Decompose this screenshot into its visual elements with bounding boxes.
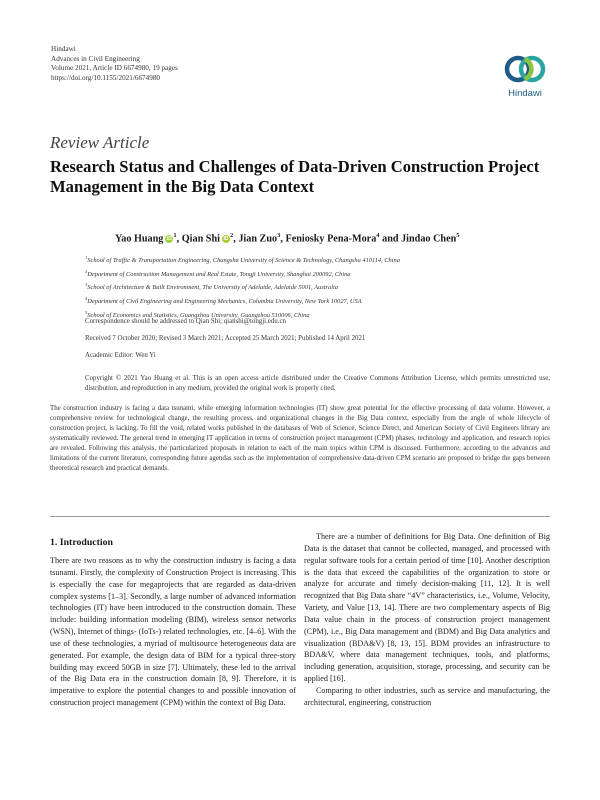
author-name: Jindao Chen bbox=[401, 233, 457, 245]
hindawi-logo bbox=[500, 50, 550, 106]
author-list bbox=[115, 232, 460, 244]
abstract: The construction industry is facing a data tsunami, while emerging information technologies (IT) show great potential for the effective processing of data volume. However, a comprehensive review for technological change, the resulting process, and organizational changes in the Big Data context, especially from the angle of whole lifecycle of construction project, is lacking. To fill the void, related works published in the databases of Web of Science, Science Direct, and American Society of Civil Engineers library are systematically reviewed. The general trend in emerging IT application in terms of construction project management (CPM) phases, technology and application, and research topics are revealed. Following this analysis, the particularized proposals in relation to each of the main topics within CPM is discussed. Furthermore, according to the advances and limitations of the current literature, corresponding future agendas such as the implementation of comprehensive data-driven CPM scenario are proposed to bridge the gaps between theoretical research and practical demands. bbox=[50, 405, 550, 472]
affiliation-list bbox=[85, 253, 400, 321]
author-name: Qian Shi bbox=[181, 233, 220, 245]
page-title: Research Status and Challenges of Data-Driven Construction Project Management in the Big Data Context bbox=[50, 157, 540, 196]
affiliation bbox=[85, 294, 400, 308]
author-affiliation-number: 3 bbox=[277, 232, 281, 239]
paragraph: There are two reasons as to why the construction industry is facing a data tsunami. Firstly, the complexity of Construction Project is increasing. This is especially the case for megaprojects that are regarded as data-driven complex systems [1–3]. Secondly, a large number of advanced information technologies (IT) have been introduced to the construction domain. These include: building information modeling (BIM), wireless sensor networks (WSN), Internet of things- (IoTs-) related technologies, etc. [4–6]. With the use of these technologies, a myriad of multisource heterogeneous data are generated. For example, the design data of BIM for a typical three-story building may exceed 50GB in size [7]. Ultimately, these led to the arrival of the Big Data era in the construction domain [8, 9]. Therefore, it is imperative to explore the potential changes to and possible innovation of construction project management (CPM) within the context of Big Data. bbox=[50, 556, 296, 708]
author-name: Jian Zuo bbox=[238, 233, 278, 245]
author-separator: , bbox=[176, 233, 182, 245]
affiliation bbox=[85, 267, 400, 281]
right-column bbox=[304, 531, 550, 709]
affiliation bbox=[85, 280, 400, 294]
author-name: Feniosky Pena-Mora bbox=[285, 233, 377, 245]
paragraph: There are a number of definitions for Big Data. One definition of Big Data is the dataset that cannot be collected, managed, and processed with regular software tools for a certain period of time [10]. Another description is the data that exceed the capabilities of the organization to store or analyze for accurate and timely decision-making [11, 12]. It is well recognized that Big Data share “4V” characteristics, i.e., Volume, Velocity, Variety, and Value [13, 14]. There are two complementary aspects of Big Data value chain in the process of construction project management (CPM), i.e., Big Data management and (BDM) and Big Data analytics and visualization (BDA&V) [8, 13, 15]. BDM provides an infrastructure to BDA&V, where data management techniques, tools, and platforms, including generation, acquisition, storage, processing, and security can be applied [16]. bbox=[304, 532, 550, 684]
correspondence: Correspondence should be addressed to Qian Shi; qianshi@tongji.edu.cn bbox=[85, 318, 286, 325]
affiliation-text: Department of Civil Engineering and Engineering Mechanics, Columbia University, New York 10027, USA bbox=[87, 298, 362, 305]
affiliation bbox=[85, 253, 400, 267]
affiliation-number: 3 bbox=[85, 282, 88, 288]
article-type: Review Article bbox=[50, 133, 150, 152]
author-affiliation-number: 5 bbox=[456, 232, 460, 239]
journal-name: Advances in Civil Engineering bbox=[51, 54, 140, 63]
journal-info bbox=[51, 45, 178, 83]
author-separator: and bbox=[379, 233, 402, 245]
volume-info: Volume 2021, Article ID 6674980, 19 pages bbox=[51, 64, 178, 73]
orcid-icon[interactable]: iD bbox=[223, 236, 229, 243]
publisher-name: Hindawi bbox=[51, 45, 76, 53]
paragraph: Comparing to other industries, such as service and manufacturing, the architectural, engineering, construction bbox=[304, 685, 550, 707]
affiliation-text: School of Traffic & Transportation Engineering, Changsha University of Science & Technology, Changsha 410114, China bbox=[87, 257, 400, 265]
affiliation-number: 5 bbox=[85, 309, 88, 315]
author-affiliation-number: 4 bbox=[376, 232, 380, 239]
affiliation-number: 4 bbox=[85, 295, 88, 301]
divider bbox=[50, 516, 550, 517]
affiliation-number: 2 bbox=[85, 268, 88, 274]
author-affiliation-number: 2 bbox=[229, 232, 234, 239]
author-name: Yao Huang bbox=[115, 233, 164, 245]
affiliation-number: 1 bbox=[85, 255, 88, 260]
author-separator: , bbox=[280, 233, 286, 245]
section-heading: 1. Introduction bbox=[50, 537, 113, 548]
author-affiliation-number: 1 bbox=[173, 232, 177, 239]
logo-text: Hindawi bbox=[508, 88, 542, 99]
affiliation-text: School of Architecture & Built Environment, The University of Adelaide, Adelaide 5001, Australia bbox=[87, 284, 338, 292]
orcid-icon[interactable]: iD bbox=[166, 236, 172, 243]
academic-editor: Academic Editor: Wen Yi bbox=[85, 352, 156, 359]
left-column bbox=[50, 555, 296, 709]
article-dates: Received 7 October 2020; Revised 3 March 2021; Accepted 25 March 2021; Published 14 April 2021 bbox=[85, 335, 366, 342]
affiliation-text: School of Economics and Statistics, Guangzhou University, Guangzhou 510006, China bbox=[87, 311, 310, 319]
doi-link[interactable]: https://doi.org/10.1155/2021/6674980 bbox=[51, 73, 161, 82]
copyright-notice: Copyright © 2021 Yao Huang et al. This is an open access article distributed under the Creative Commons Attribution License, which permits unrestricted use, distribution, and reproduction in any medium, provided the original work is properly cited. bbox=[85, 375, 550, 392]
affiliation-text: Department of Construction Management and Real Estate, Tongji University, Shanghai 200092, China bbox=[87, 270, 351, 278]
author-separator: , bbox=[233, 233, 239, 245]
hindawi-logo-icon bbox=[500, 50, 550, 88]
